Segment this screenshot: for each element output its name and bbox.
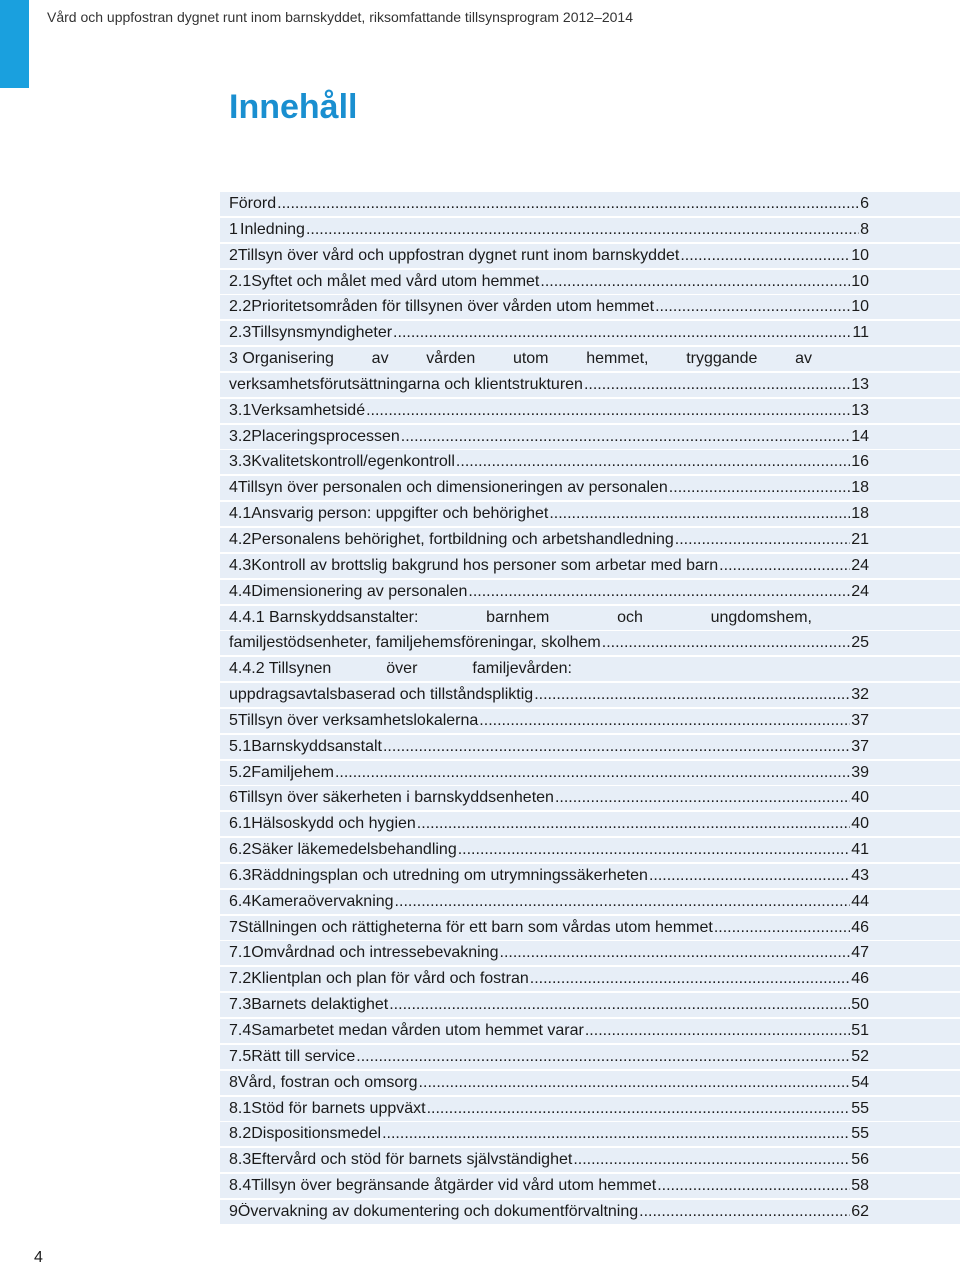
toc-section-number: 6.1 (229, 815, 252, 833)
toc-dot-leader (669, 479, 850, 497)
toc-page-number: 10 (851, 246, 869, 264)
toc-page-number: 37 (851, 737, 869, 755)
toc-page-number: 39 (851, 763, 869, 781)
toc-page-number: 55 (851, 1099, 869, 1117)
toc-row[interactable] (220, 864, 960, 888)
toc-word: vården (426, 350, 476, 368)
toc-page-number: 25 (851, 634, 869, 652)
toc-section-number: 3.3 (229, 453, 252, 471)
toc-word: hemmet, (586, 350, 649, 368)
toc-section-number: 7.5 (229, 1047, 252, 1065)
toc-section-number: 3.2 (229, 427, 252, 445)
toc-section-number: 6.4 (229, 892, 252, 910)
toc-dot-leader (468, 583, 850, 601)
toc-entry (229, 531, 869, 549)
toc-dot-leader (389, 996, 850, 1014)
toc-entry (229, 583, 869, 601)
toc-row[interactable] (220, 735, 960, 759)
toc-page-number: 50 (851, 996, 869, 1014)
toc-section-title: Tillsyn över begränsande åtgärder vid vård utom hemmet (251, 1177, 657, 1195)
toc-page-number: 41 (851, 841, 869, 859)
toc-page-number: 10 (851, 272, 869, 290)
toc-section-title: Familjehem (251, 763, 334, 781)
toc-dot-leader (306, 221, 859, 239)
toc-page-number: 21 (851, 530, 869, 548)
toc-dot-leader (680, 247, 850, 265)
toc-section-title: Klientplan och plan för vård och fostran (251, 970, 529, 988)
toc-entry (229, 1100, 869, 1118)
page-number: 4 (34, 1249, 43, 1266)
toc-page-number: 52 (851, 1047, 869, 1065)
toc-row[interactable] (220, 1174, 960, 1198)
toc-row[interactable] (220, 967, 960, 991)
toc-entry (229, 1125, 869, 1143)
toc-word: 4.4.1 Barnskyddsanstalter: (229, 608, 419, 626)
toc-dot-leader (555, 789, 850, 807)
toc-section-title: Ställningen och rättigheterna för ett barn som vårdas utom hemmet (237, 918, 713, 936)
toc-word: familjevården: (472, 660, 572, 678)
toc-dot-leader (479, 712, 850, 730)
toc-dot-leader (456, 453, 850, 471)
toc-entry (229, 686, 869, 704)
toc-section-number: 2 (229, 246, 238, 264)
toc-dot-leader (401, 428, 850, 446)
toc-section-number: 7.3 (229, 996, 252, 1014)
toc-entry (229, 867, 869, 885)
toc-section-title: Barnets delaktighet (251, 996, 389, 1014)
toc-row[interactable] (220, 450, 960, 474)
toc-row[interactable] (220, 580, 960, 604)
toc-entry (229, 1151, 869, 1169)
toc-dot-leader (602, 634, 850, 652)
toc-section-title: Placeringsprocessen (251, 427, 400, 445)
toc-row[interactable] (220, 425, 960, 449)
toc-section-title: Tillsyn över personalen och dimensioneringen av personalen (237, 479, 668, 497)
toc-section-title: Ansvarig person: uppgifter och behörighet (251, 505, 549, 523)
toc-row[interactable] (220, 295, 960, 319)
toc-section-number: 6.3 (229, 866, 252, 884)
toc-entry (229, 376, 869, 394)
toc-row[interactable] (220, 1045, 960, 1069)
toc-section-number: 8.2 (229, 1125, 252, 1143)
toc-dot-leader (383, 738, 850, 756)
toc-row[interactable] (220, 476, 960, 500)
toc-page-number: 44 (851, 892, 869, 910)
toc-section-number: 5.1 (229, 737, 252, 755)
toc-entry (229, 428, 869, 446)
toc-section-title: Tillsyn över vård och uppfostran dygnet runt inom barnskyddet (237, 246, 680, 264)
toc-dot-leader (366, 402, 850, 420)
toc-entry (229, 402, 869, 420)
toc-word: utom (512, 350, 549, 368)
toc-dot-leader (675, 531, 850, 549)
toc-page-number: 56 (851, 1151, 869, 1169)
toc-row[interactable] (220, 812, 960, 836)
toc-word: ungdomshem, (710, 608, 812, 626)
toc-page-number: 10 (851, 298, 869, 316)
toc-section-title: Kameraövervakning (251, 892, 394, 910)
toc-entry (229, 841, 869, 859)
toc-dot-leader (395, 893, 851, 911)
toc-dot-leader (585, 1022, 850, 1040)
toc-entry (229, 634, 869, 652)
toc-word: över (386, 660, 418, 678)
toc-section-number: 4.2 (229, 530, 252, 548)
toc-page-number: 51 (851, 1022, 869, 1039)
toc-page-number: 58 (851, 1177, 869, 1195)
toc-section-number: 2.1 (229, 272, 252, 290)
toc-row[interactable] (220, 192, 960, 216)
toc-dot-leader (719, 557, 850, 575)
toc-page-number: 55 (851, 1125, 869, 1143)
toc-section-number: 4.4 (229, 582, 252, 600)
toc-entry-wrapped-line (229, 660, 572, 678)
toc-page-number: 62 (851, 1202, 869, 1220)
toc-section-title: Samarbetet medan vården utom hemmet varar (251, 1022, 584, 1039)
toc-word: 3 Organisering (229, 350, 334, 368)
toc-dot-leader (639, 1203, 850, 1221)
toc-row[interactable] (220, 786, 960, 810)
toc-entry (229, 324, 869, 342)
toc-page-number: 46 (851, 918, 869, 936)
toc-row[interactable] (220, 321, 960, 345)
toc-section-number: 4.3 (229, 556, 252, 574)
toc-section-number: 5 (229, 711, 238, 729)
toc-section-title: Tillsynsmyndigheter (251, 324, 393, 342)
toc-word: barnhem (486, 608, 550, 626)
toc-entry (229, 893, 869, 911)
toc-page-number: 40 (851, 789, 869, 807)
toc-dot-leader (584, 376, 850, 394)
toc-dot-leader (657, 1177, 850, 1195)
toc-section-number: 7.4 (229, 1022, 252, 1039)
toc-entry (229, 221, 869, 239)
toc-entry (229, 453, 869, 471)
toc-section-number: 7.2 (229, 970, 252, 988)
toc-entry (229, 1022, 869, 1040)
toc-section-number: 6.2 (229, 841, 252, 859)
toc-page-number: 11 (852, 324, 869, 342)
toc-page-number: 14 (851, 427, 869, 445)
toc-dot-leader (419, 1074, 851, 1092)
toc-dot-leader (549, 505, 850, 523)
toc-dot-leader (393, 324, 851, 342)
toc-section-title: Räddningsplan och utredning om utrymningssäkerheten (251, 866, 648, 884)
toc-row[interactable] (220, 761, 960, 785)
toc-dot-leader (458, 841, 850, 859)
toc-dot-leader (277, 195, 859, 213)
toc-row[interactable] (220, 554, 960, 578)
toc-section-number: 1 (229, 220, 238, 238)
toc-row[interactable] (220, 606, 960, 630)
toc-section-title: Verksamhetsidé (251, 401, 366, 419)
toc-word: av (795, 350, 812, 368)
toc-section-title: Kvalitetskontroll/egenkontroll (251, 453, 455, 471)
toc-section-number: 9 (229, 1202, 238, 1220)
running-header: Vård och uppfostran dygnet runt inom barnskyddet, riksomfattande tillsynsprogram 2012–2014 (47, 9, 634, 25)
toc-section-title: Förord (229, 195, 277, 212)
toc-page-number: 24 (851, 582, 869, 600)
toc-entry (229, 505, 869, 523)
toc-page-number: 37 (851, 711, 869, 729)
toc-section-title: verksamhetsförutsättningarna och klientstrukturen (229, 375, 583, 393)
toc-row[interactable] (220, 373, 960, 397)
toc-dot-leader (500, 944, 851, 962)
toc-entry (229, 815, 869, 833)
toc-entry (229, 1203, 869, 1221)
toc-entry (229, 298, 869, 316)
toc-section-title: Omvårdnad och intressebevakning (251, 944, 499, 962)
toc-page-number: 32 (851, 686, 869, 704)
toc-entry (229, 944, 869, 962)
toc-section-title: Övervakning av dokumentering och dokumentförvaltning (237, 1202, 639, 1220)
toc-row[interactable] (220, 244, 960, 268)
toc-dot-leader (382, 1125, 850, 1143)
toc-section-number: 8.1 (229, 1099, 252, 1117)
toc-entry (229, 712, 869, 730)
toc-entry-wrapped-line (229, 350, 812, 368)
toc-entry (229, 479, 869, 497)
toc-section-title: Stöd för barnets uppväxt (251, 1099, 426, 1117)
toc-entry (229, 1048, 869, 1066)
toc-section-title: Kontroll av brottslig bakgrund hos personer som arbetar med barn (251, 556, 719, 574)
toc-word: tryggande (686, 350, 758, 368)
toc-page-number: 54 (851, 1073, 869, 1091)
toc-row[interactable] (220, 993, 960, 1017)
toc-section-number: 3.1 (229, 401, 252, 419)
table-of-contents (220, 192, 960, 1226)
toc-row[interactable] (220, 270, 960, 294)
toc-section-title: uppdragsavtalsbaserad och tillståndspliktig (229, 686, 534, 704)
toc-entry (229, 557, 869, 575)
toc-dot-leader (573, 1151, 850, 1169)
toc-section-title: Säker läkemedelsbehandling (251, 841, 457, 859)
toc-section-title: Prioritetsområden för tillsynen över vården utom hemmet (251, 298, 655, 316)
toc-row[interactable] (220, 1071, 960, 1095)
side-accent-bar (0, 0, 29, 88)
toc-dot-leader (540, 273, 850, 291)
toc-page-number: 46 (851, 970, 869, 988)
toc-row[interactable] (220, 1097, 960, 1121)
toc-dot-leader (534, 686, 850, 704)
toc-row[interactable] (220, 657, 960, 681)
toc-entry (229, 1177, 869, 1195)
toc-row[interactable] (220, 1019, 960, 1043)
toc-section-title: Tillsyn över verksamhetslokalerna (237, 711, 479, 729)
toc-row[interactable] (220, 1200, 960, 1224)
toc-page-number: 43 (851, 866, 869, 884)
toc-entry (229, 970, 869, 988)
toc-word: och (617, 608, 643, 626)
toc-row[interactable] (220, 502, 960, 526)
toc-entry (229, 273, 869, 291)
toc-entry (229, 919, 869, 937)
toc-section-number: 5.2 (229, 763, 252, 781)
toc-dot-leader (655, 298, 850, 316)
toc-row[interactable] (220, 347, 960, 371)
toc-section-title: Dispositionsmedel (251, 1125, 382, 1143)
toc-page-number: 47 (851, 944, 869, 962)
toc-row[interactable] (220, 1148, 960, 1172)
toc-entry (229, 789, 869, 807)
toc-page-number: 18 (851, 505, 869, 523)
toc-row[interactable] (220, 399, 960, 423)
toc-dot-leader (335, 764, 850, 782)
toc-page-number: 13 (851, 401, 869, 419)
toc-section-number: 6 (229, 789, 238, 807)
toc-entry-wrapped-line (229, 609, 812, 627)
toc-entry (229, 996, 869, 1014)
toc-row[interactable] (220, 528, 960, 552)
toc-section-title: Hälsoskydd och hygien (251, 815, 416, 833)
toc-row[interactable] (220, 838, 960, 862)
toc-page-number: 24 (851, 556, 869, 574)
toc-section-title: familjestödsenheter, familjehemsföreningar, skolhem (229, 634, 601, 652)
toc-section-number: 2.2 (229, 298, 252, 316)
toc-word: av (371, 350, 389, 368)
toc-row[interactable] (220, 631, 960, 655)
page-title: Innehåll (229, 88, 358, 126)
toc-dot-leader (417, 815, 850, 833)
toc-page-number: 18 (851, 479, 869, 497)
toc-row[interactable] (220, 916, 960, 940)
toc-section-number: 7 (229, 918, 238, 936)
toc-section-number: 8.3 (229, 1151, 252, 1169)
toc-page-number: 13 (851, 375, 869, 393)
toc-page-number: 40 (851, 815, 869, 833)
toc-section-number: 8.4 (229, 1177, 252, 1195)
toc-row[interactable] (220, 890, 960, 914)
toc-section-title: Tillsyn över säkerheten i barnskyddsenheten (237, 789, 554, 807)
toc-section-title: Eftervård och stöd för barnets självständighet (251, 1151, 573, 1169)
toc-dot-leader (530, 970, 850, 988)
toc-section-number: 8 (229, 1073, 238, 1091)
toc-row[interactable] (220, 1122, 960, 1146)
toc-section-title: Inledning (240, 220, 305, 238)
toc-row[interactable] (220, 683, 960, 707)
toc-section-title: Personalens behörighet, fortbildning och arbetshandledning (251, 530, 674, 548)
toc-entry (229, 247, 869, 265)
toc-word: 4.4.2 Tillsynen (229, 660, 332, 678)
toc-dot-leader (649, 867, 850, 885)
toc-dot-leader (714, 919, 850, 937)
toc-row[interactable] (220, 218, 960, 242)
toc-row[interactable] (220, 941, 960, 965)
toc-entry (229, 738, 869, 756)
toc-page-number: 8 (860, 220, 869, 238)
toc-entry (229, 764, 869, 782)
toc-section-number: 7.1 (229, 944, 252, 962)
toc-dot-leader (427, 1100, 851, 1118)
toc-section-title: Syftet och målet med vård utom hemmet (251, 272, 540, 290)
toc-row[interactable] (220, 709, 960, 733)
toc-section-number: 2.3 (229, 324, 252, 342)
toc-page-number: 16 (851, 453, 869, 471)
toc-section-number: 4.1 (229, 505, 252, 523)
toc-section-title: Vård, fostran och omsorg (237, 1073, 418, 1091)
toc-entry (229, 195, 869, 213)
toc-entry (229, 1074, 869, 1092)
toc-dot-leader (356, 1048, 850, 1066)
toc-section-title: Barnskyddsanstalt (251, 737, 382, 755)
toc-section-title: Rätt till service (251, 1047, 356, 1065)
toc-page-number: 6 (860, 195, 869, 212)
toc-section-title: Dimensionering av personalen (251, 582, 468, 600)
toc-section-number: 4 (229, 479, 238, 497)
